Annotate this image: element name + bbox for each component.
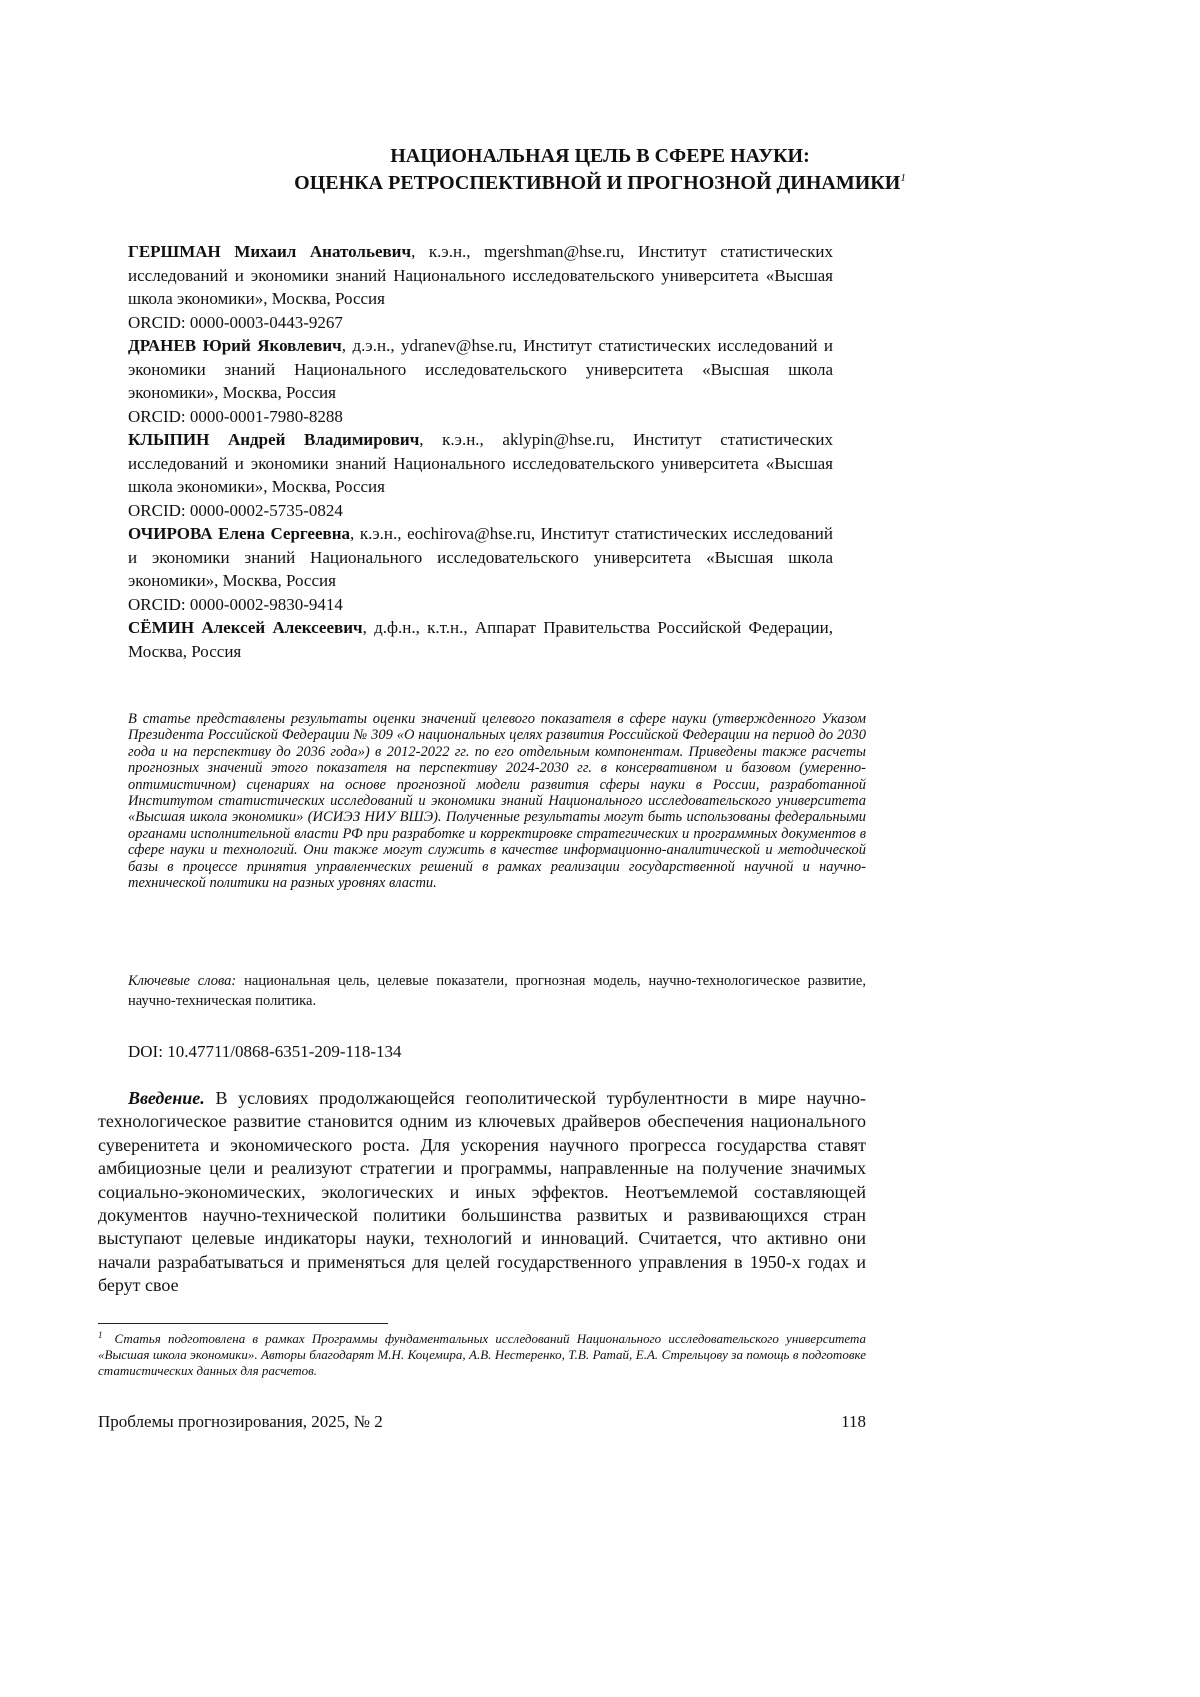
author-name: ГЕРШМАН Михаил Анатольевич (128, 242, 412, 261)
page-number: 118 (841, 1412, 866, 1431)
introduction (98, 1087, 866, 1298)
author-name: КЛЫПИН Андрей Владимирович (128, 430, 420, 449)
author-details: , д.э.н., ydranev@hse.ru, Институт статистических исследований и экономики знаний Национального исследовательского университета «Высшая школа экономики», Москва, Россия (128, 336, 834, 402)
footnote-mark: 1 (98, 1330, 103, 1340)
keywords-text: национальная цель, целевые показатели, прогнозная модель, научно-технологическое развитие, научно-техническая политика. (128, 973, 866, 1009)
doi[interactable]: DOI: 10.47711/0868-6351-209-118-134 (128, 1042, 402, 1061)
keywords-paragraph (128, 971, 866, 1011)
author-orcid: ORCID: 0000-0002-9830-9414 (128, 594, 343, 614)
author-details: , к.э.н., eochirova@hse.ru, Институт статистических исследований и экономики знаний Национального исследовательского университета «Высшая школа экономики», Москва, Россия (128, 524, 833, 590)
author-name: ОЧИРОВА Елена Сергеевна (128, 524, 350, 543)
author-entry (128, 428, 833, 499)
title-line-2 (0, 170, 1200, 197)
abstract (128, 711, 866, 891)
intro-paragraph (98, 1087, 866, 1298)
footnote-paragraph (98, 1331, 866, 1379)
author-entry (128, 616, 833, 663)
author-orcid: ORCID: 0000-0003-0443-9267 (128, 312, 343, 332)
footnote-text: Статья подготовлена в рамках Программы фундаментальных исследований Национального исследовательского университета «Высшая школа экономики». Авторы благодарят М.Н. Коцемира, А.В. Нестеренко, Т.В. Ратай, Е.А. Стрельцову за помощь в подготовке статистических данных для расчетов. (98, 1331, 866, 1378)
title-line-1: НАЦИОНАЛЬНАЯ ЦЕЛЬ В СФЕРЕ НАУКИ: (390, 145, 810, 167)
title-footnote-ref[interactable]: 1 (900, 172, 906, 184)
author-orcid: ORCID: 0000-0001-7980-8288 (128, 406, 343, 426)
authors-block (128, 240, 833, 663)
article-title (0, 143, 1200, 197)
abstract-text: В статье представлены результаты оценки значений целевого показателя в сфере науки (утвержденного Указом Президента Российской Федерации № 309 «О национальных целях развития Российской Федерации на период до 2030 года и на перспективу до 2036 года») в 2012-2022 гг. по его отдельным компонентам. Приведены также расчеты прогнозных значений этого показателя на перспективу 2024-2030 гг. в консервативном и базовом (умеренно-оптимистичном) сценариях на основе прогнозной модели развития сферы науки в России, разработанной Институтом статистических исследований и экономики знаний Национального исследовательского университета «Высшая школа экономики» (ИСИЭЗ НИУ ВШЭ). Полученные результаты могут быть использованы федеральными органами исполнительной власти РФ при разработке и корректировке стратегических и программных документов в сфере науки и технологий. Они также могут служить в качестве информационно-аналитической и методической базы в процессе принятия управленческих решений в рамках реализации государственной научной и научно-технической политики на разных уровнях власти. (128, 711, 866, 892)
intro-text: В условиях продолжающейся геополитической турбулентности в мире научно-технологическое развитие становится одним из ключевых драйверов обеспечения национального суверенитета и экономического роста. Для ускорения научного прогресса государства ставят амбициозные цели и реализуют стратегии и программы, направленные на получение значимых социально-экономических, экологических и иных эффектов. Неотъемлемой составляющей документов научно-технической политики большинства развитых и развивающихся стран выступают целевые индикаторы науки, технологий и инноваций. Считается, что активно они начали разрабатываться и применяться для целей государственного управления в 1950-х годах и берут свое (98, 1088, 866, 1296)
journal-footer: Проблемы прогнозирования, 2025, № 2 (98, 1412, 383, 1431)
author-details: , к.э.н., mgershman@hse.ru, Институт статистических исследований и экономики знаний Национального исследовательского университета «Высшая школа экономики», Москва, Россия (128, 242, 834, 308)
keywords-label: Ключевые слова: (128, 973, 237, 989)
footnote (98, 1331, 866, 1379)
author-entry (128, 522, 833, 593)
author-entry (128, 334, 833, 405)
intro-heading: Введение. (128, 1088, 205, 1108)
author-entry (128, 240, 833, 311)
author-details: , д.ф.н., к.т.н., Аппарат Правительства Российской Федерации, Москва, Россия (128, 618, 833, 661)
author-details: , к.э.н., aklypin@hse.ru, Институт статистических исследований и экономики знаний Национального исследовательского университета «Высшая школа экономики», Москва, Россия (128, 430, 834, 496)
author-orcid: ORCID: 0000-0002-5735-0824 (128, 500, 343, 520)
keywords (128, 971, 866, 1011)
title-line-2-text: ОЦЕНКА РЕТРОСПЕКТИВНОЙ И ПРОГНОЗНОЙ ДИНАМИКИ (294, 172, 901, 194)
author-name: СЁМИН Алексей Алексеевич (128, 618, 363, 637)
footnote-divider (98, 1323, 388, 1324)
author-name: ДРАНЕВ Юрий Яковлевич (128, 336, 342, 355)
